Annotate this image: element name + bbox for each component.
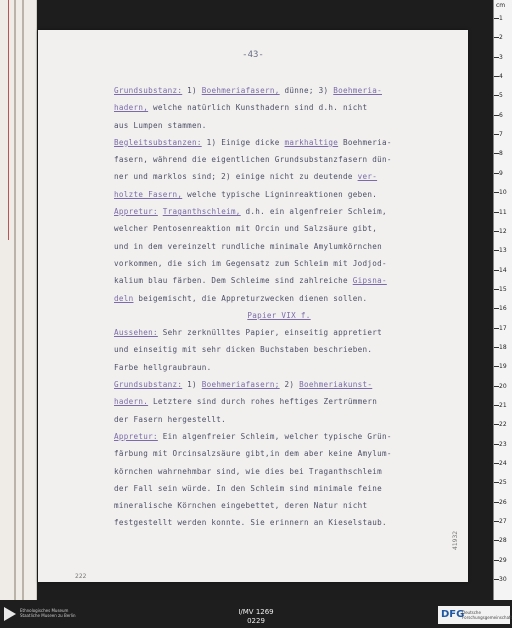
ruler-label: 16 (499, 305, 507, 313)
text-run: mineralische Körnchen eingebettet, deren Natur nicht (114, 501, 368, 511)
text-run: kalium blau färben. Dem Schleime sind zahlreiche (114, 276, 353, 286)
ruler-label: 29 (499, 556, 507, 564)
ruler-label: 8 (499, 150, 503, 158)
ruler-label: 3 (499, 53, 503, 61)
pencil-mark-bottom-left: 222 (75, 573, 87, 580)
text-line (114, 359, 444, 376)
ruler-label: 15 (499, 285, 507, 293)
text-run: ner und marklos sind; 2) einige nicht zu deutende (114, 172, 358, 182)
dfg-label (462, 610, 512, 620)
text-line (114, 290, 444, 307)
text-line (114, 203, 444, 220)
text-line (114, 117, 444, 134)
underlined-term: hadern. (114, 397, 149, 407)
text-line (114, 168, 444, 185)
museum-subname: Staatliche Museen zu Berlin (20, 613, 76, 618)
text-line (114, 255, 444, 272)
underlined-term: Grundsubstanz: (114, 380, 183, 390)
binder-edge (22, 0, 24, 600)
dfg-line1: Deutsche (462, 610, 481, 615)
text-run: Letztere sind durch rohes heftiges Zertrümmern (148, 397, 378, 407)
ruler-label: 26 (499, 498, 507, 506)
text-line (114, 428, 444, 445)
ruler-unit: cm (496, 2, 506, 9)
museum-name: Ethnologisches Museum (20, 608, 69, 613)
inventory-label (0, 608, 512, 626)
text-run: festgestellt werden konnte. Sie erinnern an Kieselstaub. (114, 518, 387, 528)
binder-edge (14, 0, 16, 600)
ruler-label: 27 (499, 518, 507, 526)
text-line (114, 220, 444, 237)
text-line (114, 341, 444, 358)
underlined-term: Aussehen: (114, 328, 158, 338)
underlined-term: ver- (357, 172, 378, 182)
footer-bar (0, 600, 512, 628)
ruler-label: 22 (499, 421, 507, 429)
underlined-term: hadern, (114, 103, 149, 113)
underlined-term: Boehmeriafasern, (201, 86, 280, 95)
text-run: 1) Einige dicke (201, 137, 285, 147)
ruler-label: 19 (499, 363, 507, 371)
dfg-badge (438, 606, 510, 624)
text-line (114, 411, 444, 428)
text-run: welche typische Ligninreaktionen geben. (182, 189, 378, 199)
text-run: Sehr zerknülltes Papier, einseitig appretiert (157, 328, 382, 338)
image-number: 0229 (247, 617, 265, 625)
underlined-term: Begleitsubstanzen: (114, 137, 202, 147)
ruler-label: 24 (499, 460, 507, 468)
text-run: d.h. ein algenfreier Schleim, (240, 207, 387, 217)
ruler-label: 1 (499, 15, 503, 22)
underlined-term: deln (114, 293, 134, 303)
text-run: dünne; 3) (279, 86, 334, 95)
text-line (114, 393, 444, 410)
text-run: beigemischt, die Appreturzwecken dienen sollen. (133, 293, 368, 303)
text-run: Ein algenfreier Schleim, welcher typische Grün- (157, 431, 392, 441)
text-line (114, 480, 444, 497)
ruler-label: 20 (499, 382, 507, 390)
text-line (114, 497, 444, 514)
underlined-term: Boehmeriafasern; (201, 380, 280, 390)
underlined-term: Grundsubstanz: (114, 86, 183, 95)
text-run: aus Lumpen stammen. (114, 120, 207, 130)
inventory-number: I/MV 1269 (238, 608, 274, 616)
ruler-label: 17 (499, 324, 507, 332)
dfg-line2: Forschungsgemeinschaft (462, 615, 512, 620)
ruler-label: 7 (499, 131, 503, 139)
text-run: und einseitig mit sehr dicken Buchstaben beschrieben. (114, 345, 373, 355)
text-run: der Fasern hergestellt. (114, 414, 227, 424)
ruler-label: 10 (499, 189, 507, 197)
text-run: der Fall sein würde. In den Schleim sind minimale feine (114, 483, 382, 493)
text-run: welcher Pentosenreaktion mit Orcin und Salzsäure gibt, (114, 224, 378, 234)
binder-board (0, 0, 37, 600)
text-run: vorkommen, die sich im Gegensatz zum Schleim mit Jodjod- (114, 258, 387, 268)
text-run: färbung mit Orcinsalzsäure gibt,in dem aber keine Amylum- (114, 449, 392, 459)
ruler-label: 30 (499, 576, 507, 584)
underlined-term: Appretur: (114, 431, 158, 441)
ruler-label: 18 (499, 343, 507, 351)
underlined-term: markhaltige (284, 137, 339, 147)
underlined-term: Boehmeria- (333, 86, 382, 95)
scale-ruler (493, 0, 512, 600)
text-line (114, 272, 444, 289)
text-run: und in dem vereinzelt rundliche minimale Amylumkörnchen (114, 241, 382, 251)
underlined-term: Boehmeriakunst- (299, 380, 373, 390)
page-number: -43- (242, 50, 264, 60)
ruler-label: 6 (499, 111, 503, 119)
ruler-label: 23 (499, 440, 507, 448)
ruler-label: 13 (499, 247, 507, 255)
ruler-label: 25 (499, 479, 507, 487)
text-line (114, 445, 444, 462)
text-run: Farbe hellgraubraun. (114, 362, 212, 372)
ruler-label: 21 (499, 402, 507, 409)
text-line (114, 514, 444, 531)
text-line (114, 151, 444, 168)
ruler-label: 5 (499, 92, 503, 100)
text-line (114, 324, 444, 341)
ruler-label: 9 (499, 169, 503, 177)
text-line (114, 134, 444, 151)
dfg-logo-icon: DFG (441, 609, 465, 620)
ruler-label: 2 (499, 34, 503, 42)
text-run: körnchen wahrnehmbar sind, wie dies bei Traganthschleim (114, 466, 382, 476)
text-run: Boehmeria- (338, 137, 392, 147)
text-line (114, 99, 444, 116)
text-run: fasern, während die eigentlichen Grundsubstanzfasern dün- (114, 155, 392, 165)
text-run: welche natürlich Kunsthadern sind d.h. nicht (148, 103, 368, 113)
underlined-term: Appretur: (114, 207, 158, 217)
ruler-label: 12 (499, 227, 507, 235)
text-run: 2) (279, 380, 300, 390)
text-line (114, 463, 444, 480)
ruler-label: 4 (499, 73, 503, 81)
text-line (114, 186, 444, 203)
underlined-term: Gipsna- (352, 276, 387, 286)
typewritten-text (114, 82, 444, 532)
ruler-label: 11 (499, 208, 507, 216)
text-run: 1) (182, 86, 202, 95)
red-margin-line (8, 0, 9, 240)
text-line (114, 307, 444, 324)
text-line (114, 376, 444, 393)
underlined-term: Papier VIX f. (247, 310, 311, 320)
pencil-mark-right: 41932 (452, 530, 459, 550)
text-run: 1) (182, 380, 202, 390)
ruler-label: 14 (499, 266, 507, 274)
text-line (114, 82, 444, 99)
underlined-term: Traganthschleim, (162, 207, 241, 217)
ruler-label: 28 (499, 537, 507, 545)
text-line (114, 238, 444, 255)
underlined-term: holzte Fasern, (114, 189, 183, 199)
